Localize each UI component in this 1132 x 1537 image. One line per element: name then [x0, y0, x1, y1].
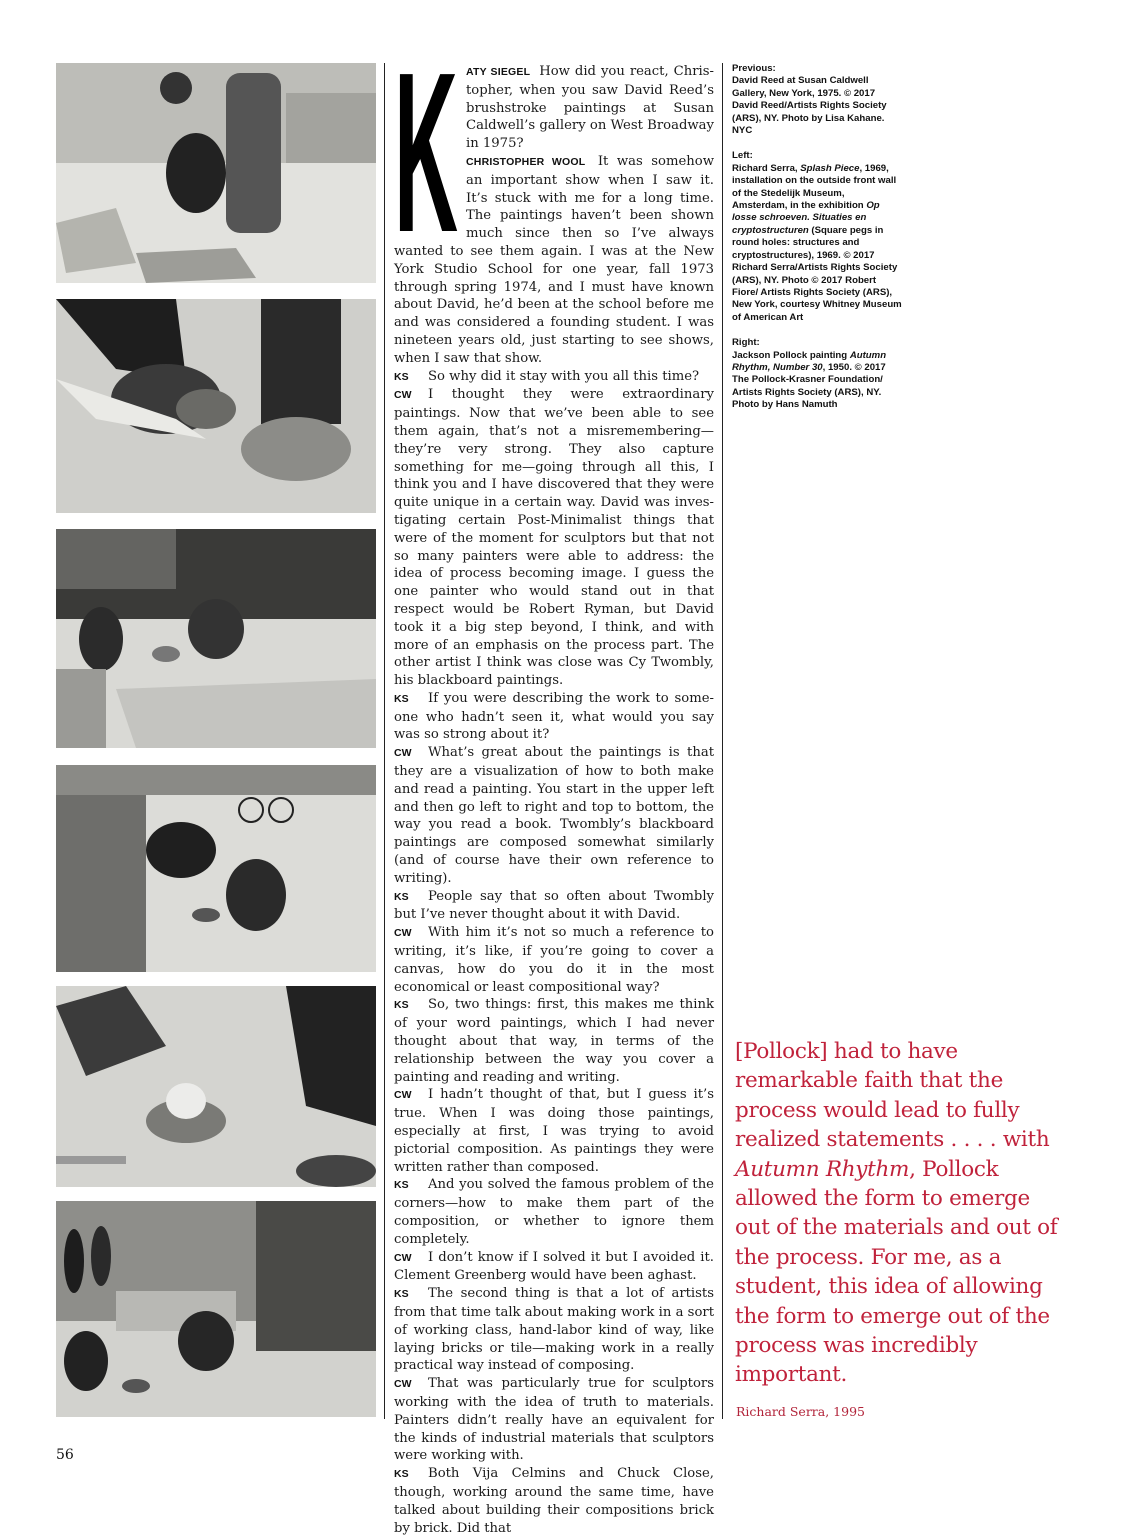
speaker-tag: CW — [394, 1089, 412, 1102]
drop-cap-letter: K — [394, 65, 458, 237]
speaker-tag: KS — [394, 1288, 409, 1301]
photo-5-image — [56, 986, 376, 1187]
exchange-text: So why did it stay with you all this time? — [428, 368, 700, 384]
exchange — [394, 996, 714, 1086]
exchange-text: With him it’s not so much a reference to writing, it’s like, if you’re going to cover a canvas, how do you do it in the most economical or least compositional way? — [394, 925, 714, 995]
exchange — [394, 1176, 714, 1248]
exchange — [394, 1086, 714, 1176]
speaker-tag: KS — [394, 370, 409, 383]
caption-text: (Square pegs in round holes: structures and cryptostructures), 1969. © 2017 Richard Serra/Artists Rights Society (ARS), NY. Photo © 2017 Robert Fiore/ Artists Rights Society (ARS), New York, courtesy Whitney Museum of American Art — [732, 224, 902, 323]
photo-3 — [56, 529, 376, 748]
pull-quote-italic: Autumn Rhythm — [735, 1156, 910, 1182]
caption-text: David Reed at Susan Caldwell Gallery, New York, 1975. © 2017 David Reed/Artists Rights Society (ARS), NY. Photo by Lisa Kahane. NYC — [732, 75, 887, 137]
exchange-text: I don’t know if I solved it but I avoided it. Clement Greenberg would have been aghast. — [394, 1249, 714, 1284]
exchange-text: And you solved the famous problem of the corners—how to make them part of the composition, or whether to ignore them completely. — [394, 1177, 714, 1247]
drop-cap — [394, 65, 458, 237]
speaker-tag: KS — [394, 1468, 409, 1481]
answer-text: It was somehow an important show when I saw it. It’s stuck with me for a long time. The paintings haven’t been shown much since then so I’ve always wanted to see them again. I was at the New York Studio School for one year, fall 1973 through spring 1974, and I must have known about David, he’d been at the school before me and was considered a founding student. I was nineteen years old, just starting to see shows, when I saw that show. — [394, 153, 714, 366]
caption-left — [732, 150, 902, 324]
photo-2-image — [56, 299, 376, 513]
photo-6 — [56, 1201, 376, 1417]
exchange — [394, 924, 714, 996]
page-number: 56 — [56, 1447, 74, 1463]
exchange — [394, 888, 714, 925]
caption-text: Jackson Pollock painting — [732, 349, 850, 361]
speaker-tag: CW — [394, 747, 412, 760]
exchange — [394, 1249, 714, 1286]
photo-4-image — [56, 765, 376, 972]
exchange-text: Both Vija Celmins and Chuck Close, though, working around the same time, have talked about building their compositions brick by brick. Did that — [394, 1466, 714, 1536]
speaker-tag: KS — [394, 1179, 409, 1192]
exchange-text: If you were describing the work to someone who hadn’t seen it, what would you say was so strong about it? — [394, 690, 714, 743]
speaker-tag: CW — [394, 1251, 412, 1264]
caption-heading: Left: — [732, 150, 753, 162]
exchange-text: So, two things: first, this makes me think of your word paintings, which I had never thought about that way, in terms of the relationship between the way you cover a painting and reading and writing. — [394, 997, 714, 1085]
question-text: How did you react, Christopher, when you saw David Reed’s brushstroke paintings at Susan Caldwell’s gallery on West Broadway in 1975? — [466, 64, 714, 152]
speaker-tag: CW — [394, 389, 412, 402]
exchange — [394, 690, 714, 744]
exchange-text: People say that so often about Twombly but I’ve never thought about it with David. — [394, 888, 714, 923]
pull-quote-attribution: Richard Serra, 1995 — [736, 1404, 865, 1419]
exchange — [394, 744, 714, 887]
caption-artwork-title: Splash Piece — [800, 162, 860, 174]
speaker-tag: KS — [394, 999, 409, 1012]
exchange-list — [394, 368, 714, 1537]
caption-exhibition-title: Op losse schroeven. Situaties en cryptostructuren — [732, 200, 880, 236]
speaker-label: CHRISTOPHER WOOL — [466, 155, 586, 168]
caption-artwork-title: Autumn Rhythm, Number 30 — [732, 349, 887, 373]
pull-quote-text — [735, 1037, 1065, 1390]
exchange-text: That was particularly true for sculptors working with the idea of truth to materials. Painters didn’t really have an equivalent for the kinds of industrial materials that sculptors were working with. — [394, 1376, 714, 1464]
caption-previous — [732, 63, 902, 137]
caption-text: , 1950. © 2017 The Pollock-Krasner Foundation/ Artists Rights Society (ARS), NY. Photo by Hans Namuth — [732, 361, 886, 411]
exchange — [394, 1285, 714, 1375]
exchange — [394, 368, 714, 387]
column-rule-left — [384, 63, 385, 1419]
exchange-text: What’s great about the paintings is that they are a visualization of how to both make and read a painting. You start in the upper left and then go left to right and top to bottom, the way you read a book. Twombly’s blackboard paintings are composed somewhat similarly (and of course have their own reference to writing). — [394, 745, 714, 886]
drop-cap-glyph — [394, 65, 458, 237]
speaker-tag: KS — [394, 890, 409, 903]
photo-3-image — [56, 529, 376, 748]
exchange — [394, 1375, 714, 1465]
column-rule-right — [722, 63, 723, 1419]
caption-heading: Previous: — [732, 63, 776, 74]
photo-1-image — [56, 63, 376, 283]
photo-2 — [56, 299, 376, 513]
caption-heading: Right: — [732, 337, 760, 349]
pull-quote-part: , Pollock allowed the form to emerge out of the materials and out of the process. For me, as a student, this idea of allowing the form to emerge out of the process was incredibly important. — [735, 1156, 1058, 1388]
photo-4 — [56, 765, 376, 972]
exchange — [394, 386, 714, 690]
exchange — [394, 1465, 714, 1537]
exchange-text: The second thing is that a lot of artists from that time talk about making work in a sort of working class, hand-labor kind of way, like laying bricks or tile—making work in a really practical way instead of composing. — [394, 1286, 714, 1374]
photo-1 — [56, 63, 376, 283]
speaker-tag: CW — [394, 927, 412, 940]
exchange-text: I thought they were extraordinary paintings. Now that we’ve been able to see them again, that’s not a misremembering—they’re very strong. They also capture something for me—going through all this, I think you and I have discovered that they were quite unique in a certain way. David was investigating certain Post-Minimalist things that were of the moment for sculptors but that not so many painters were able to address: the idea of process becoming image. I guess the one painter who would stand out in that respect would be Robert Ryman, but David took it a big step beyond, I think, and with more of an emphasis on the process part. The other artist I think was close was Cy Twombly, his blackboard paintings. — [394, 387, 714, 689]
speaker-tag: CW — [394, 1378, 412, 1391]
caption-artist: Richard Serra, — [732, 162, 801, 174]
photo-6-image — [56, 1201, 376, 1417]
pull-quote-part: [Pollock] had to have remarkable faith that the process would lead to fully realized statements . . . . with — [735, 1039, 1050, 1153]
photo-5 — [56, 986, 376, 1187]
exchange-text: I hadn’t thought of that, but I guess it’s true. When I was doing those paintings, especially at first, I was trying to avoid pictorial composition. As paintings they were written rather than composed. — [394, 1087, 714, 1175]
pull-quote — [735, 1037, 1065, 1390]
caption-text: , 1969, installation on the outside front wall of the Stedelijk Museum, Amsterdam, in the exhibition — [732, 162, 897, 212]
speaker-tag: KS — [394, 692, 409, 705]
caption-right — [732, 337, 902, 411]
photo-captions — [732, 63, 902, 425]
speaker-label: ATY SIEGEL — [466, 66, 531, 78]
interview-body — [394, 63, 714, 1537]
